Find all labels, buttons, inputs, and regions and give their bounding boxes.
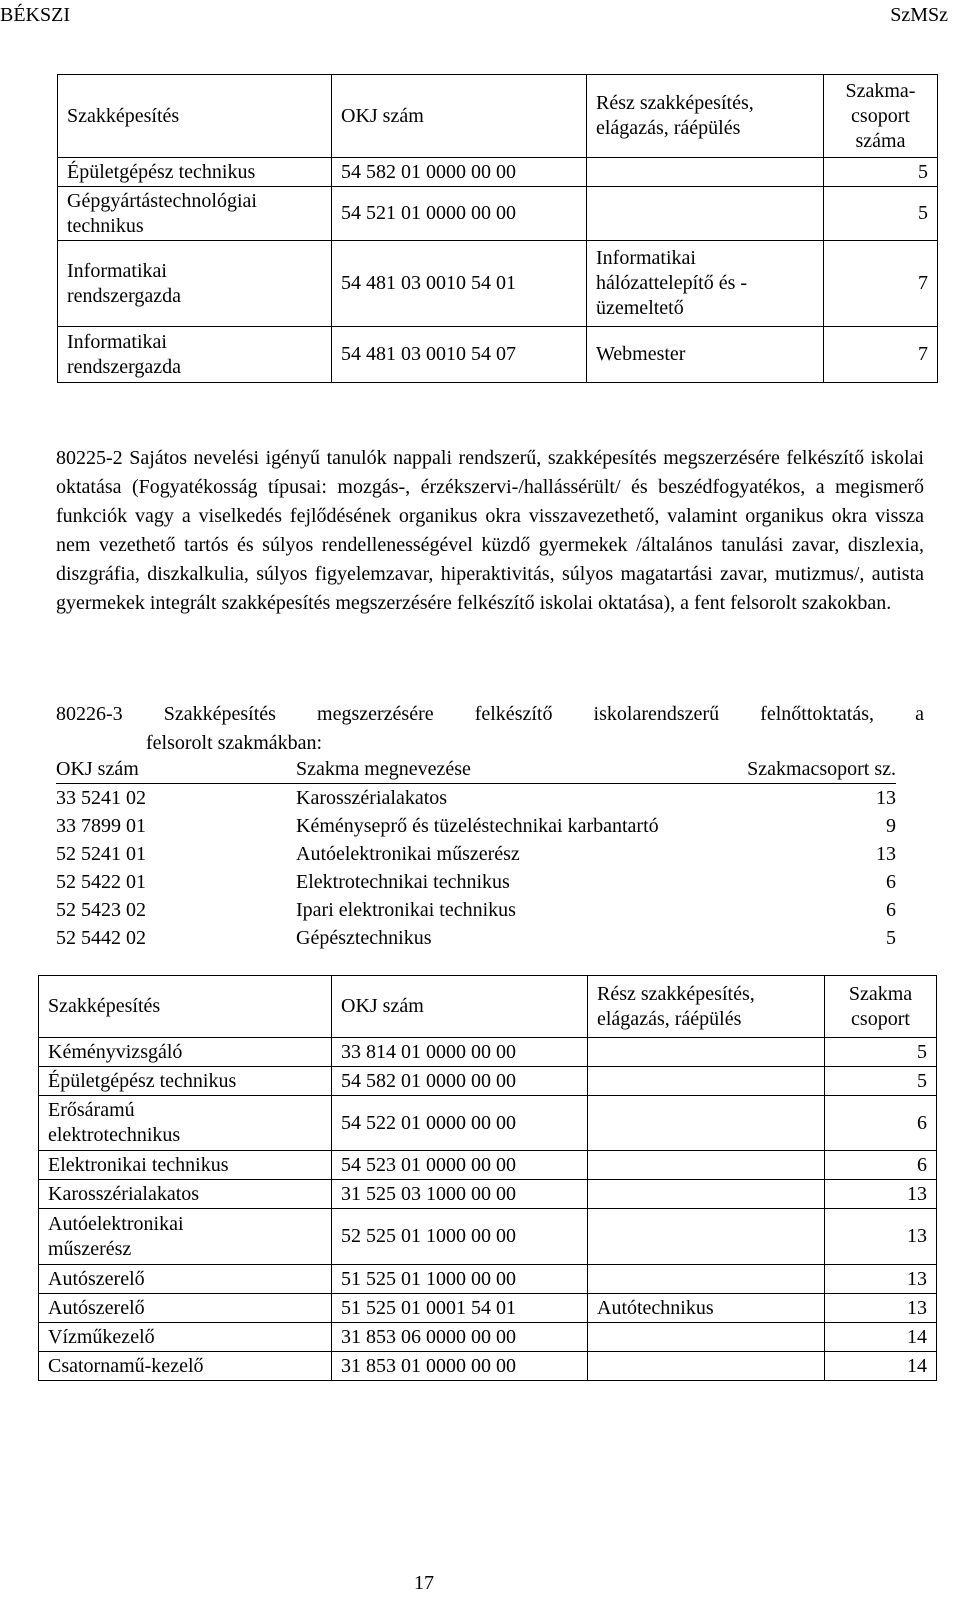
table-cell: 54 481 03 0010 54 01 [332,241,587,327]
table-cell: Ipari elektronikai technikus [296,899,516,921]
table-cell: 54 582 01 0000 00 00 [332,158,587,187]
table-header-cell: OKJ szám [56,755,296,784]
table-row [58,241,938,327]
table-header-cell: Szakma- csoport száma [824,75,938,158]
table-cell: 51 525 01 1000 00 00 [332,1265,588,1294]
table-cell: Karosszérialakatos [296,787,448,809]
table-cell: 54 582 01 0000 00 00 [332,1067,588,1096]
table-cell: 13 [825,1209,937,1265]
table-cell: 13 [825,1294,937,1323]
table-cell: 5 [824,158,938,187]
table-row [39,1096,937,1151]
table-cell: 52 5241 01 [56,843,146,865]
table-cell: 33 7899 01 [56,815,146,837]
table-cell: 52 5423 02 [56,899,146,921]
table-row [56,812,896,840]
table-cell: Gépésztechnikus [296,927,432,949]
table-cell: Autóelektronikai műszerész [296,843,520,865]
table-cell [588,1323,825,1352]
table-cell: 51 525 01 0001 54 01 [332,1294,588,1323]
table-cell: Kéményvizsgáló [39,1038,332,1067]
table-cell: 6 [886,899,896,921]
table-row [58,327,938,383]
table-cell: 31 853 01 0000 00 00 [332,1352,588,1381]
table-cell: Autószerelő [39,1265,332,1294]
table-row [39,1038,937,1067]
table-cell [588,1265,825,1294]
table-cell: Karosszérialakatos [39,1180,332,1209]
table-cell: Gépgyártástechnológiai technikus [58,187,332,241]
table-row [39,1323,937,1352]
header-left-text: BÉKSZI [0,4,70,26]
table-header-cell: Rész szakképesítés, elágazás, ráépülés [587,75,824,158]
table-cell: 14 [825,1323,937,1352]
table-cell: 31 525 03 1000 00 00 [332,1180,588,1209]
table-cell: Erősáramú elektrotechnikus [39,1096,332,1151]
paragraph-line: felsorolt szakmákban: [146,732,323,754]
table-row [39,1294,937,1323]
table-cell: 5 [824,187,938,241]
table-cell: 5 [825,1067,937,1096]
table-cell: Webmester [587,327,824,383]
table-cell: Csatornamű-kezelő [39,1352,332,1381]
table-cell [588,1209,825,1265]
paragraph-line: 80226-3 Szakképesítés megszerzésére felkészítő iskolarendszerű felnőttoktatás, a [56,703,924,725]
table-cell: 54 523 01 0000 00 00 [332,1151,588,1180]
table-cell: 52 525 01 1000 00 00 [332,1209,588,1265]
table-cell: 6 [886,871,896,893]
table-cell: Elektronikai technikus [39,1151,332,1180]
table-row [58,158,938,187]
table-cell: 14 [825,1352,937,1381]
table-cell: 6 [825,1151,937,1180]
table-row [39,1352,937,1381]
table-cell: Kéményseprő és tüzeléstechnikai karbantartó [296,815,659,837]
table-cell [588,1180,825,1209]
table-header-row [58,75,938,158]
page-number: 17 [414,1572,434,1594]
table-row [56,784,896,813]
table-cell: Épületgépész technikus [58,158,332,187]
table-row [39,1067,937,1096]
table-cell: Elektrotechnikai technikus [296,871,510,893]
header-right-text: SzMSz [890,4,948,26]
table-cell: 52 5422 01 [56,871,146,893]
paragraph-80226-3 [56,700,924,758]
table-cell [587,158,824,187]
table-cell: 54 481 03 0010 54 07 [332,327,587,383]
table-cell: Informatikai rendszergazda [58,327,332,383]
table-header-cell: OKJ szám [332,75,587,158]
page-header [0,4,948,32]
table-cell: 6 [825,1096,937,1151]
paragraph-80225-2: 80225-2 Sajátos nevelési igényű tanulók nappali rendszerű, szakképesítés megszerzésére felkészítő iskolai oktatása (Fogyatékosság típusai: mozgás-, érzékszervi-/hallássérült/ és beszédfogyatékos, a megismerő funkciók vagy a viselkedés fejlődésének organikus okra visszavezethető, valamint organikus okra vissza nem vezethető tartós és súlyos rendellenességével küzdő gyermekek /általános tanulási zavar, diszlexia, diszgráfia, diszkalkulia, súlyos figyelemzavar, hiperaktivitás, súlyos magatartási zavar, mutizmus/, autista gyermekek integrált szakképesítés megszerzésére felkészítő iskolai oktatása), a fent felsorolt szakokban. [56,447,924,614]
table-cell: 7 [824,241,938,327]
table-row [39,1180,937,1209]
table-cell: 7 [824,327,938,383]
table-header-row [56,755,896,784]
table-header-cell: Szakma csoport [825,976,937,1038]
table-header-cell: Rész szakképesítés, elágazás, ráépülés [588,976,825,1038]
qualifications-table-1 [57,74,938,383]
table-cell: 54 522 01 0000 00 00 [332,1096,588,1151]
trades-list-table [56,755,896,952]
table-cell: Autóelektronikai műszerész [39,1209,332,1265]
table-cell [588,1151,825,1180]
table-cell: Informatikai rendszergazda [58,241,332,327]
table-cell [588,1038,825,1067]
table-cell: 54 521 01 0000 00 00 [332,187,587,241]
table-cell: 13 [876,843,896,865]
table-header-row [39,976,937,1038]
table-row [56,924,896,952]
table-cell [588,1352,825,1381]
table-header-cell: Szakma megnevezése [296,755,736,784]
table-cell: 13 [876,787,896,809]
table-row [56,840,896,868]
table-cell: 31 853 06 0000 00 00 [332,1323,588,1352]
table-cell: 13 [825,1180,937,1209]
table-cell: 52 5442 02 [56,927,146,949]
table-header-cell: Szakképesítés [39,976,332,1038]
table-cell: Autótechnikus [588,1294,825,1323]
table-row [39,1151,937,1180]
table-cell: 9 [886,815,896,837]
table-cell: 33 5241 02 [56,787,146,809]
table-cell: 5 [886,927,896,949]
table-row [56,868,896,896]
table-cell: 5 [825,1038,937,1067]
qualifications-table-2 [38,975,937,1381]
table-header-cell: Szakképesítés [58,75,332,158]
table-row [39,1209,937,1265]
table-cell [588,1096,825,1151]
table-row [56,896,896,924]
table-header-cell: Szakmacsoport sz. [736,755,896,784]
table-cell: Autószerelő [39,1294,332,1323]
table-cell [587,187,824,241]
table-cell: 13 [825,1265,937,1294]
table-cell: Épületgépész technikus [39,1067,332,1096]
table-cell [588,1067,825,1096]
table-row [58,187,938,241]
table-cell: Vízműkezelő [39,1323,332,1352]
table-row [39,1265,937,1294]
table-header-cell: OKJ szám [332,976,588,1038]
table-cell: 33 814 01 0000 00 00 [332,1038,588,1067]
table-cell: Informatikai hálózattelepítő és - üzemeltető [587,241,824,327]
